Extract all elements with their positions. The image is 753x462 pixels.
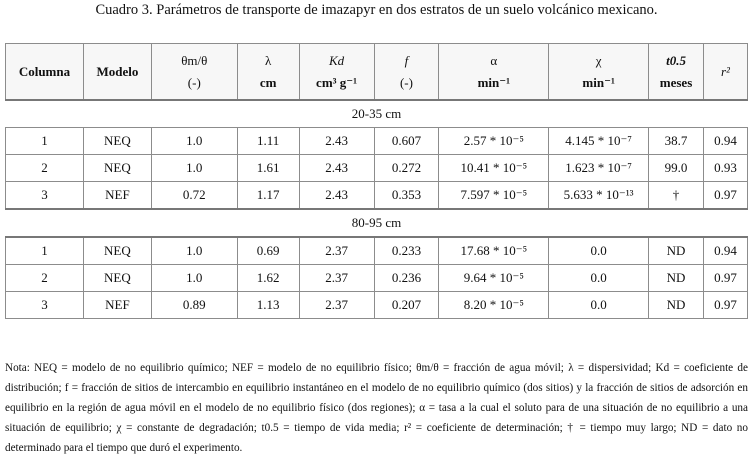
- section-row: [6, 100, 748, 128]
- section-label: 80-95 cm: [6, 209, 748, 237]
- cell-theta: 1.0: [151, 237, 237, 265]
- transport-parameters-table-wrapper: [5, 43, 748, 319]
- cell-f: 0.607: [374, 128, 439, 155]
- cell-alpha: 7.597 * 10⁻⁵: [439, 182, 549, 210]
- header-kd-unit: cm³ g⁻¹: [316, 74, 358, 90]
- section-label: 20-35 cm: [6, 100, 748, 128]
- header-lambda-label: λ: [265, 52, 272, 68]
- cell-chi: 0.0: [549, 292, 649, 319]
- cell-t05: ND: [649, 237, 704, 265]
- cell-kd: 2.43: [299, 155, 374, 182]
- header-f-label: f: [404, 52, 409, 68]
- cell-alpha: 2.57 * 10⁻⁵: [439, 128, 549, 155]
- header-kd-label: Kd: [328, 52, 345, 68]
- header-modelo: Modelo: [83, 44, 151, 101]
- table-caption: Cuadro 3. Parámetros de transporte de imazapyr en dos estratos de un suelo volcánico mexicano.: [95, 2, 658, 18]
- header-t05-unit: meses: [659, 74, 693, 90]
- cell-lambda: 1.13: [237, 292, 299, 319]
- cell-chi: 0.0: [549, 237, 649, 265]
- cell-modelo: NEQ: [83, 265, 151, 292]
- cell-alpha: 8.20 * 10⁻⁵: [439, 292, 549, 319]
- table-row: [6, 292, 748, 319]
- transport-parameters-table: [5, 43, 748, 319]
- cell-t05: 99.0: [649, 155, 704, 182]
- table-footnote: Nota: NEQ = modelo de no equilibrio químico; NEF = modelo de no equilibrio físico; θm/θ = fracción de agua móvil; λ = dispersividad; Kd = coeficiente de distribución; f = fracción de sitios de intercambio en equilibrio instantáneo en el modelo de no equilibrio químico (dos sitios) y la fracción de sitios de adsorción en equilibrio en la región de agua móvil en el modelo de no equilibrio físico (dos regiones); α = tasa a la cual el soluto para de una situación de no equilibrio a una situación de equilibrio; χ = constante de degradación; t0.5 = tiempo de vida media; r² = coeficiente de determinación; † = tiempo muy largo; ND = dato no determinado para el tiempo que duró el experimento.: [5, 362, 748, 454]
- header-f: [374, 44, 439, 101]
- header-alpha: [439, 44, 549, 101]
- header-r2-label: r²: [721, 63, 730, 79]
- header-theta-label: θm/θ: [181, 52, 208, 68]
- table-row: [6, 265, 748, 292]
- header-lambda: [237, 44, 299, 101]
- cell-theta: 1.0: [151, 155, 237, 182]
- header-f-unit: (-): [399, 74, 413, 90]
- cell-alpha: 10.41 * 10⁻⁵: [439, 155, 549, 182]
- table-row: [6, 155, 748, 182]
- cell-chi: 5.633 * 10⁻¹³: [549, 182, 649, 210]
- cell-modelo: NEQ: [83, 155, 151, 182]
- cell-r2: 0.93: [703, 155, 747, 182]
- cell-chi: 0.0: [549, 265, 649, 292]
- header-kd: [299, 44, 374, 101]
- cell-f: 0.236: [374, 265, 439, 292]
- cell-theta: 0.89: [151, 292, 237, 319]
- cell-lambda: 1.62: [237, 265, 299, 292]
- cell-lambda: 0.69: [237, 237, 299, 265]
- cell-theta: 0.72: [151, 182, 237, 210]
- cell-f: 0.233: [374, 237, 439, 265]
- cell-f: 0.207: [374, 292, 439, 319]
- header-lambda-unit: cm: [259, 74, 277, 90]
- table-row: [6, 128, 748, 155]
- cell-t05: †: [649, 182, 704, 210]
- cell-kd: 2.43: [299, 128, 374, 155]
- cell-r2: 0.94: [703, 128, 747, 155]
- table-row: [6, 237, 748, 265]
- header-t05-label: t0.5: [666, 52, 686, 68]
- cell-columna: 2: [6, 155, 84, 182]
- cell-modelo: NEF: [83, 182, 151, 210]
- header-r2: [703, 44, 747, 101]
- cell-alpha: 9.64 * 10⁻⁵: [439, 265, 549, 292]
- cell-columna: 1: [6, 128, 84, 155]
- header-row: [6, 44, 748, 101]
- header-columna: Columna: [6, 44, 84, 101]
- cell-r2: 0.97: [703, 292, 747, 319]
- header-alpha-unit: min⁻¹: [477, 74, 511, 90]
- cell-columna: 3: [6, 182, 84, 210]
- cell-modelo: NEQ: [83, 128, 151, 155]
- cell-theta: 1.0: [151, 265, 237, 292]
- cell-columna: 2: [6, 265, 84, 292]
- header-t05: [649, 44, 704, 101]
- header-chi: [549, 44, 649, 101]
- cell-chi: 4.145 * 10⁻⁷: [549, 128, 649, 155]
- cell-kd: 2.37: [299, 292, 374, 319]
- cell-f: 0.353: [374, 182, 439, 210]
- cell-f: 0.272: [374, 155, 439, 182]
- header-alpha-label: α: [490, 52, 498, 68]
- cell-kd: 2.43: [299, 182, 374, 210]
- header-chi-unit: min⁻¹: [582, 74, 615, 90]
- header-theta: [151, 44, 237, 101]
- cell-theta: 1.0: [151, 128, 237, 155]
- cell-t05: ND: [649, 265, 704, 292]
- cell-kd: 2.37: [299, 265, 374, 292]
- header-chi-label: χ: [595, 52, 602, 68]
- table-row: [6, 182, 748, 210]
- cell-t05: ND: [649, 292, 704, 319]
- section-row: [6, 209, 748, 237]
- cell-kd: 2.37: [299, 237, 374, 265]
- cell-modelo: NEF: [83, 292, 151, 319]
- cell-lambda: 1.61: [237, 155, 299, 182]
- cell-r2: 0.94: [703, 237, 747, 265]
- cell-r2: 0.97: [703, 182, 747, 210]
- cell-t05: 38.7: [649, 128, 704, 155]
- cell-alpha: 17.68 * 10⁻⁵: [439, 237, 549, 265]
- cell-lambda: 1.17: [237, 182, 299, 210]
- header-theta-unit: (-): [187, 74, 201, 90]
- cell-columna: 3: [6, 292, 84, 319]
- cell-modelo: NEQ: [83, 237, 151, 265]
- cell-chi: 1.623 * 10⁻⁷: [549, 155, 649, 182]
- cell-lambda: 1.11: [237, 128, 299, 155]
- cell-r2: 0.97: [703, 265, 747, 292]
- cell-columna: 1: [6, 237, 84, 265]
